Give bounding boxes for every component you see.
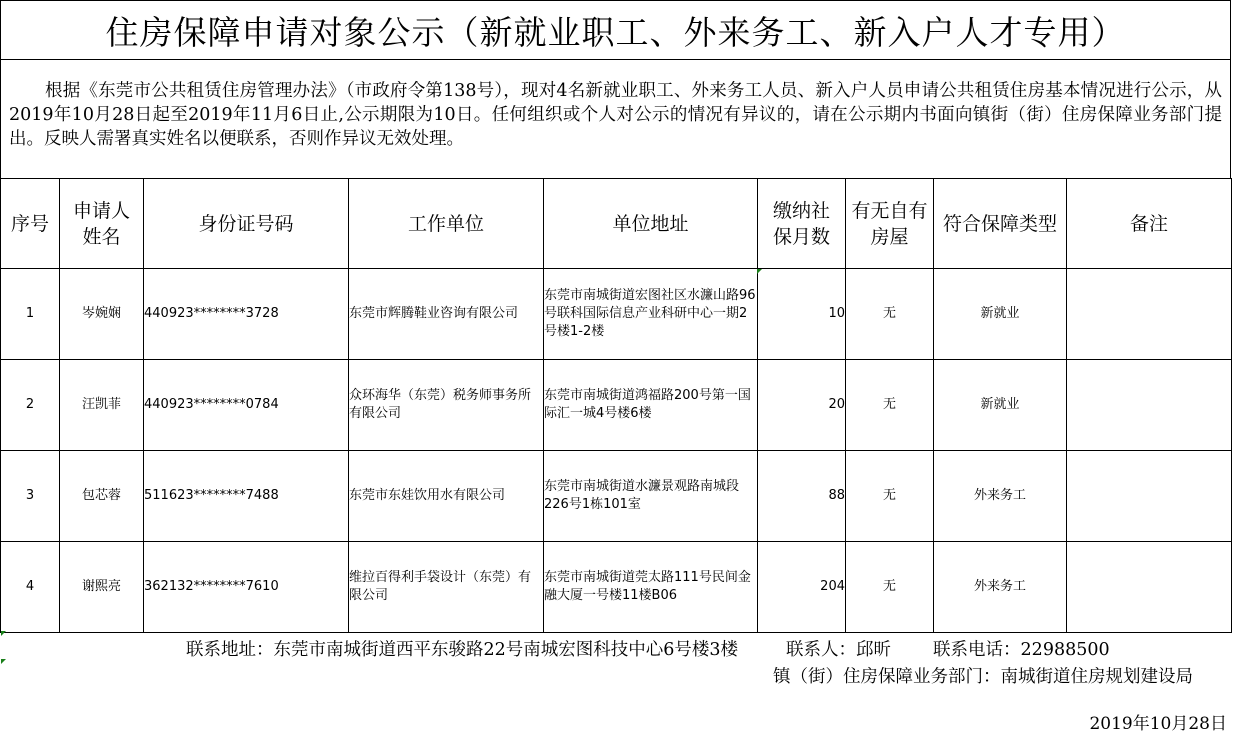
page-title: 住房保障申请对象公示（新就业职工、外来务工、新入户人才专用） xyxy=(0,0,1231,60)
cell-months: 204 xyxy=(758,542,846,633)
footer-phone: 联系电话：22988500 xyxy=(933,640,1110,660)
cell-employer: 众环海华（东莞）税务师事务所有限公司 xyxy=(349,360,544,451)
cell-no: 3 xyxy=(1,451,60,542)
header-months-label: 缴纳社保月数 xyxy=(772,199,830,248)
cell-id: 362132********7610 xyxy=(144,542,349,633)
table-row xyxy=(1,269,1232,360)
cell-address: 东莞市南城街道莞太路111号民间金融大厦一号楼11楼B06 xyxy=(544,542,758,633)
cell-no: 1 xyxy=(1,269,60,360)
cell-name: 谢熙亮 xyxy=(60,542,144,633)
header-no: 序号 xyxy=(1,179,60,269)
cell-remark xyxy=(1067,542,1232,633)
table-row xyxy=(1,542,1232,633)
cell-months: 20 xyxy=(758,360,846,451)
cell-name: 汪凯菲 xyxy=(60,360,144,451)
header-id: 身份证号码 xyxy=(144,179,349,269)
header-address: 单位地址 xyxy=(544,179,758,269)
cell-months: 88 xyxy=(758,451,846,542)
cell-months: 10 xyxy=(758,269,846,360)
cell-remark xyxy=(1067,360,1232,451)
header-type: 符合保障类型 xyxy=(934,179,1067,269)
header-name-label: 申请人姓名 xyxy=(72,199,130,248)
header-employer: 工作单位 xyxy=(349,179,544,269)
cell-type: 新就业 xyxy=(934,360,1067,451)
cell-no: 2 xyxy=(1,360,60,451)
cell-marker xyxy=(757,269,762,274)
table-row xyxy=(1,451,1232,542)
cell-remark xyxy=(1067,451,1232,542)
cell-house: 无 xyxy=(846,360,934,451)
cell-employer: 东莞市东娃饮用水有限公司 xyxy=(349,451,544,542)
cell-type: 外来务工 xyxy=(934,542,1067,633)
table-header-row xyxy=(1,179,1232,269)
table-row xyxy=(1,360,1232,451)
cell-house: 无 xyxy=(846,542,934,633)
header-remark: 备注 xyxy=(1067,179,1232,269)
applicant-table xyxy=(0,178,1232,633)
notice-paragraph: 根据《东莞市公共租赁住房管理办法》（市政府令第138号），现对4名新就业职工、外来务工人员、新入户人员申请公共租赁住房基本情况进行公示，从 2019年10月28日起至2019年11月6日止,公示期限为10日。任何组织或个人对公示的情况有异议的，请在公示期内书面向镇街（街）住房保障业务部门提出。反映人需署真实姓名以便联系，否则作异议无效处理。 xyxy=(0,59,1231,179)
cell-name: 包芯蓉 xyxy=(60,451,144,542)
cell-no: 4 xyxy=(1,542,60,633)
header-name xyxy=(60,179,144,269)
cell-id: 440923********3728 xyxy=(144,269,349,360)
header-house-label: 有无自有房屋 xyxy=(851,199,928,248)
footer-address: 联系地址：东莞市南城街道西平东骏路22号南城宏图科技中心6号楼3楼 xyxy=(186,640,739,660)
footer-date: 2019年10月28日 xyxy=(1089,714,1227,734)
header-months xyxy=(758,179,846,269)
cell-employer: 东莞市辉腾鞋业咨询有限公司 xyxy=(349,269,544,360)
cell-name: 岑婉娴 xyxy=(60,269,144,360)
cell-type: 外来务工 xyxy=(934,451,1067,542)
cell-employer: 维拉百得利手袋设计（东莞）有限公司 xyxy=(349,542,544,633)
footer-contact-line xyxy=(186,636,1110,661)
cell-marker xyxy=(1,659,6,664)
cell-address: 东莞市南城街道宏图社区水濂山路96号联科国际信息产业科研中心一期2号楼1-2楼 xyxy=(544,269,758,360)
cell-id: 511623********7488 xyxy=(144,451,349,542)
header-house xyxy=(846,179,934,269)
cell-id: 440923********0784 xyxy=(144,360,349,451)
footer-contact-person: 联系人：邱昕 xyxy=(786,640,892,660)
footer-department: 镇（街）住房保障业务部门：南城街道住房规划建设局 xyxy=(773,667,1193,687)
cell-type: 新就业 xyxy=(934,269,1067,360)
cell-remark xyxy=(1067,269,1232,360)
cell-house: 无 xyxy=(846,451,934,542)
cell-address: 东莞市南城街道水濂景观路南城段226号1栋101室 xyxy=(544,451,758,542)
cell-house: 无 xyxy=(846,269,934,360)
cell-marker xyxy=(1,631,6,636)
cell-address: 东莞市南城街道鸿福路200号第一国际汇一城4号楼6楼 xyxy=(544,360,758,451)
